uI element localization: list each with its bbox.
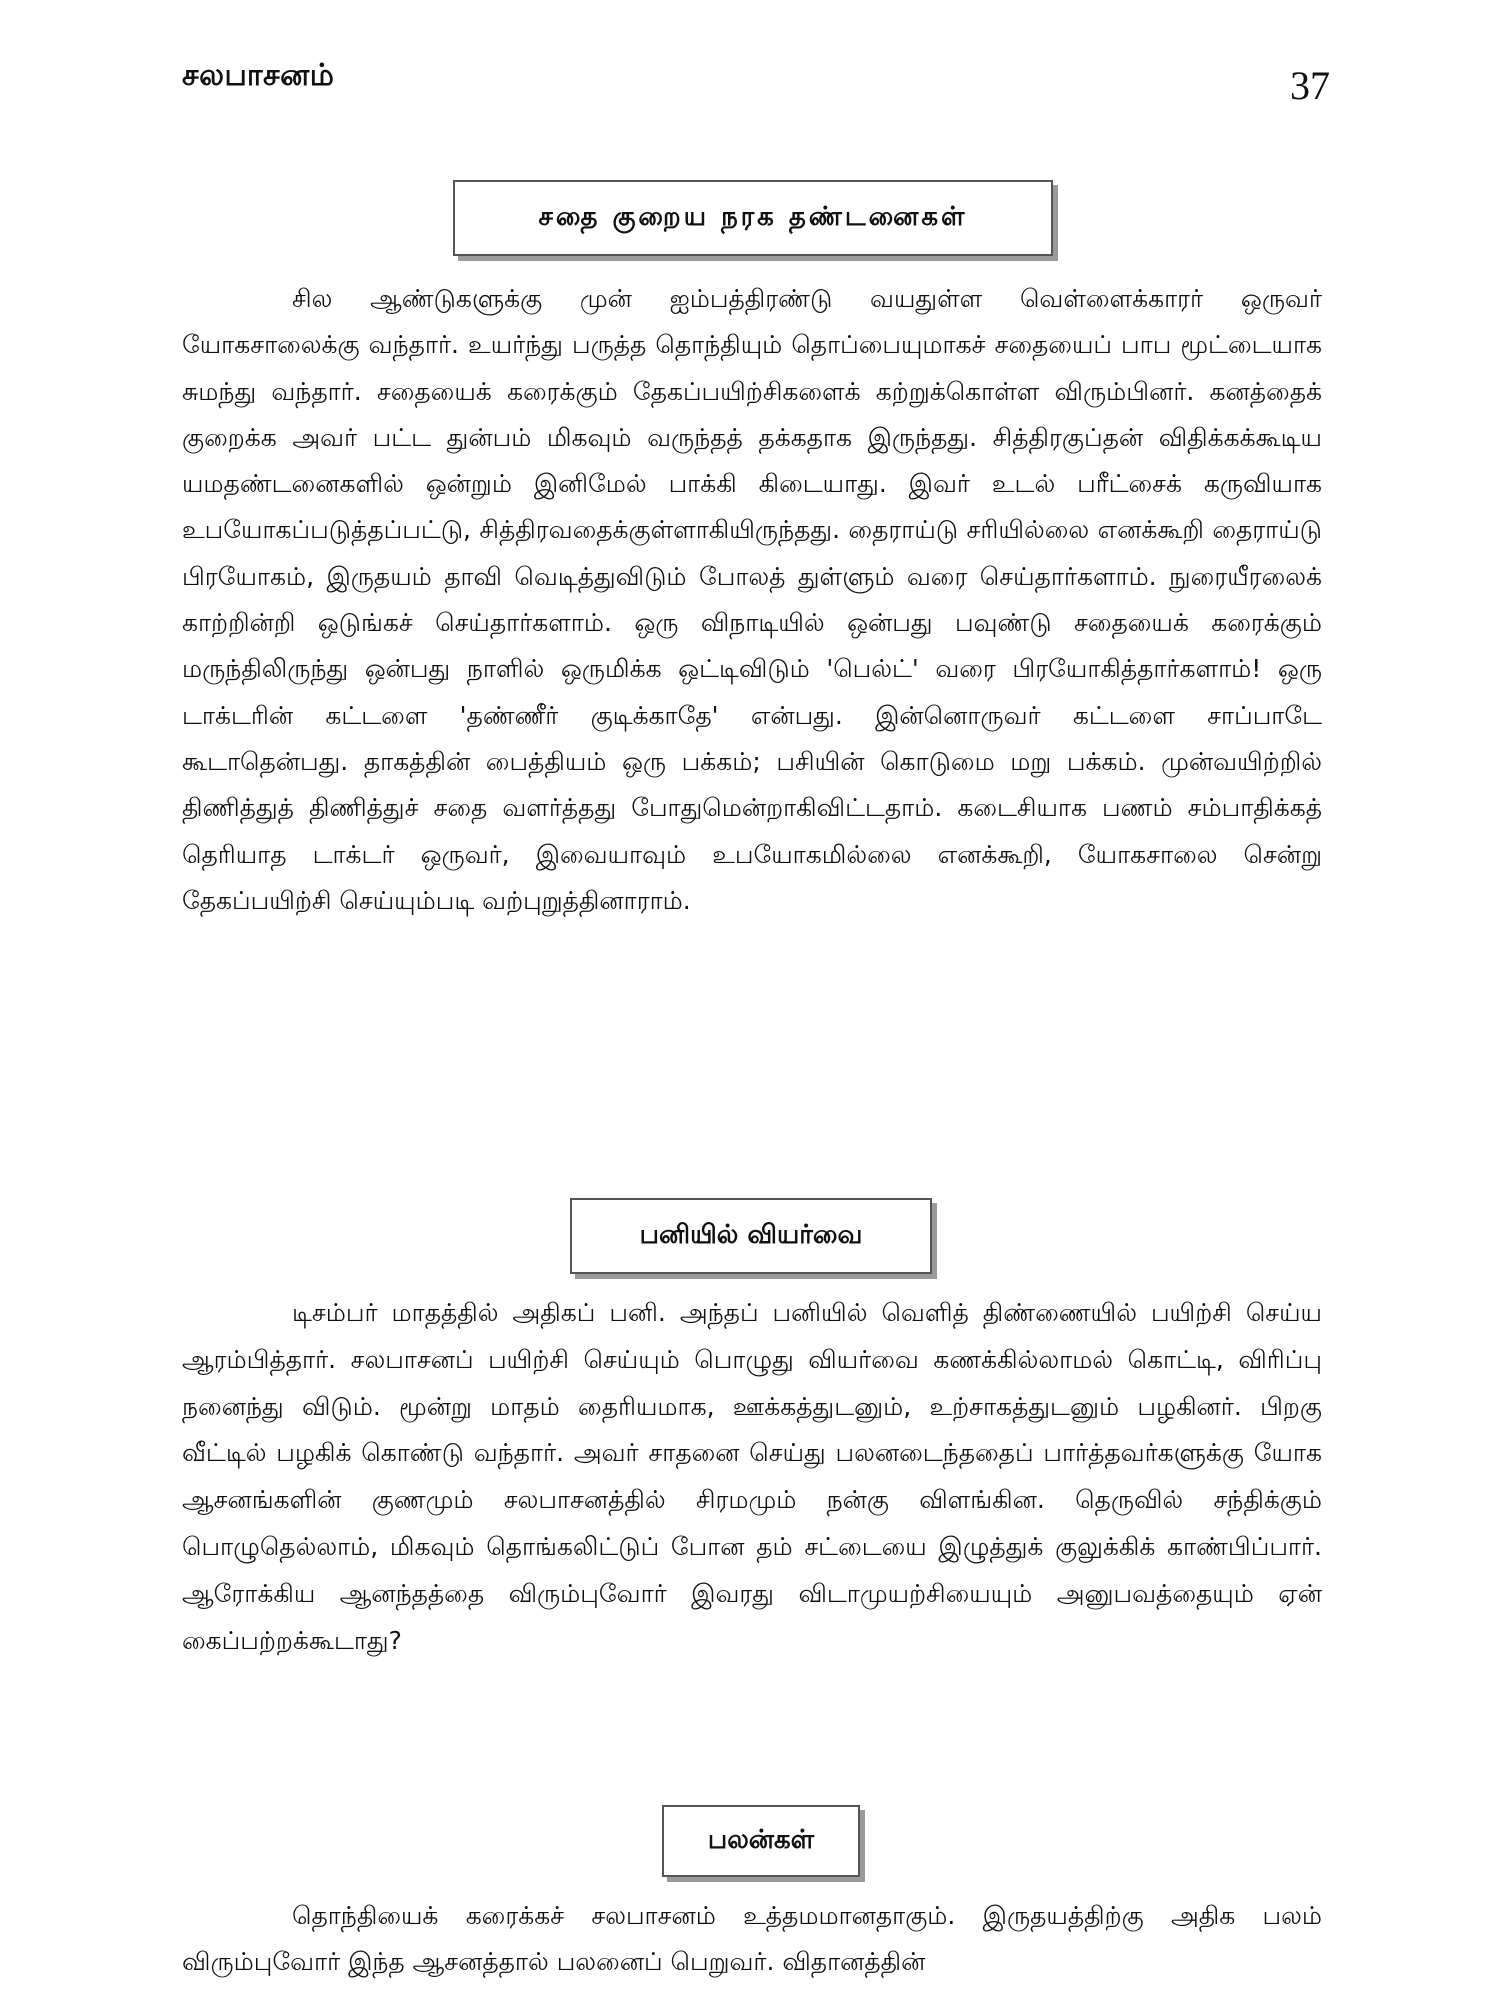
running-head: சலபாசனம் [182,58,335,93]
section-paragraph-sweat-in-cold: டிசம்பர் மாதத்தில் அதிகப் பனி. அந்தப் பனியில் வெளித் திண்ணையில் பயிற்சி செய்ய ஆரம்பித்தார். சலபாசனப் பயிற்சி செய்யும் பொழுது வியர்வை கணக்கில்லாமல் கொட்டி, விரிப்பு நனைந்து விடும். மூன்று மாதம் தைரியமாக, ஊக்கத்துடனும், உற்சாகத்துடனும் பழகினர். பிறகு வீட்டில் பழகிக் கொண்டு வந்தார். அவர் சாதனை செய்து பலனடைந்ததைப் பார்த்தவர்களுக்கு யோக ஆசனங்களின் குணமும் சலபாசனத்தில் சிரமமும் நன்கு விளங்கின. தெருவில் சந்திக்கும் பொழுதெல்லாம், மிகவும் தொங்கலிட்டுப் போன தம் சட்டையை இழுத்துக் குலுக்கிக் காண்பிப்பார். ஆரோக்கிய ஆனந்தத்தை விரும்புவோர் இவரது விடாமுயற்சியையும் அனுபவத்தையும் ஏன் கைப்பற்றக்கூடாது? [182,1298,1322,1655]
section-paragraph-fat-reduction-punishments: சில ஆண்டுகளுக்கு முன் ஐம்பத்திரண்டு வயதுள்ள வெள்ளைக்காரர் ஒருவர் யோகசாலைக்கு வந்தார். உயர்ந்து பருத்த தொந்தியும் தொப்பையுமாகச் சதையைப் பாப மூட்டையாக சுமந்து வந்தார். சதையைக் கரைக்கும் தேகப்பயிற்சிகளைக் கற்றுக்கொள்ள விரும்பினர். கனத்தைக் குறைக்க அவர் பட்ட துன்பம் மிகவும் வருந்தத் தக்கதாக இருந்தது. சித்திரகுப்தன் விதிக்கக்கூடிய யமதண்டனைகளில் ஒன்றும் இனிமேல் பாக்கி கிடையாது. இவர் உடல் பரீட்சைக் கருவியாக உபயோகப்படுத்தப்பட்டு, சித்திரவதைக்குள்ளாகியிருந்தது. தைராய்டு சரியில்லை எனக்கூறி தைராய்டு பிரயோகம், இருதயம் தாவி வெடித்துவிடும் போலத் துள்ளும் வரை செய்தார்களாம். நுரையீரலைக் காற்றின்றி ஒடுங்கச் செய்தார்களாம். ஒரு விநாடியில் ஒன்பது பவுண்டு சதையைக் கரைக்கும் மருந்திலிருந்து ஒன்பது நாளில் ஒருமிக்க ஒட்டிவிடும் 'பெல்ட்' வரை பிரயோகித்தார்களாம்! ஒரு டாக்டரின் கட்டளை 'தண்ணீர் குடிக்காதே' என்பது. இன்னொருவர் கட்டளை சாப்பாடே கூடாதென்பது. தாகத்தின் பைத்தியம் ஒரு பக்கம்; பசியின் கொடுமை மறு பக்கம். முன்வயிற்றில் திணித்துத் திணித்துச் சதை வளர்த்தது போதுமென்றாகிவிட்டதாம். கடைசியாக பணம் சம்பாதிக்கத் தெரியாத டாக்டர் ஒருவர், இவையாவும் உபயோகமில்லை எனக்கூறி, யோகசாலை சென்று தேகப்பயிற்சி செய்யும்படி வற்புறுத்தினாராம். [182,284,1322,915]
page-number: 37 [1290,63,1330,108]
section-heading-benefits: பலன்கள் [662,1805,860,1877]
section-heading-sweat-in-cold: பனியில் வியர்வை [570,1198,932,1274]
section-paragraph-benefits: தொந்தியைக் கரைக்கச் சலபாசனம் உத்தமமானதாகும். இருதயத்திற்கு அதிக பலம் விரும்புவோர் இந்த ஆசனத்தால் பலனைப் பெறுவர். விதானத்தின் [182,1901,1322,1977]
section-heading-fat-reduction-punishments: சதை குறைய நரக தண்டனைகள் [453,180,1053,256]
